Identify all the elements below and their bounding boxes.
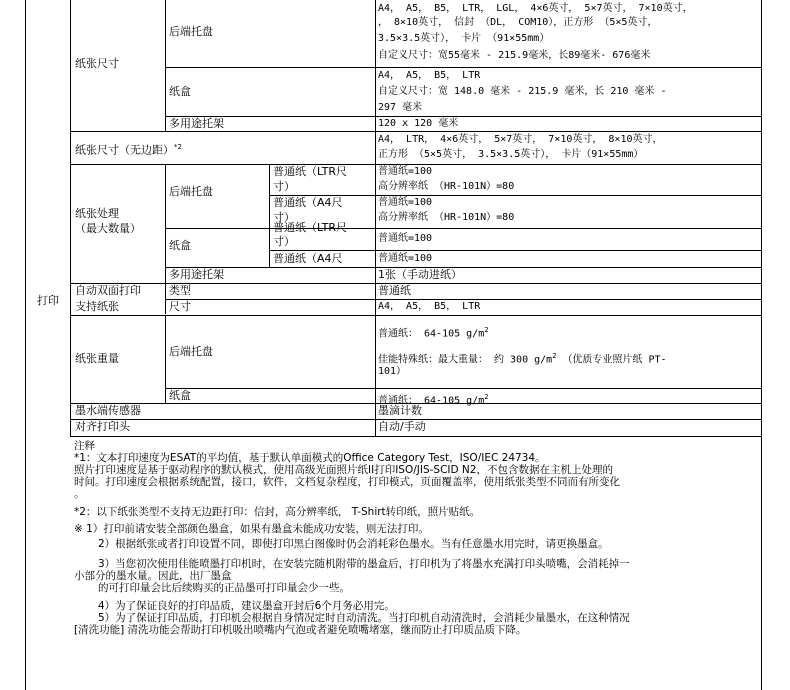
cassette-sizes-line: A4， A5， B5， LTR — [378, 70, 481, 81]
memo-4: 4）为了保证良好的打印品质，建议墨盒开封后6个月务必用完。 — [98, 600, 395, 612]
head-align-value: 自动/手动 — [378, 420, 426, 433]
borderless-footnote-mark: *2 — [174, 143, 182, 151]
weight-label: 纸张重量 — [75, 352, 119, 365]
note-2: *2：以下纸张类型不支持无边距打印：信封，高分辨率纸， T-Shirt转印纸，照片贴纸。 — [74, 506, 481, 518]
duplex-type-value: 普通纸 — [378, 284, 411, 297]
weight-rear-special-note: （优质专业照片纸 PT- — [562, 354, 667, 366]
handling-rear-ltr-hr: 高分辨率纸 （HR-101N）=80 — [378, 181, 515, 192]
note-1-photo: 照片打印速度是基于驱动程序的默认模式，使用高级光面照片纸II打印ISO/JIS-SCID N2，不包含数据在主机上处理的 — [74, 464, 613, 476]
cassette-label: 纸盒 — [169, 85, 191, 98]
cassette-custom-size: 自定义尺寸：宽 148.0 毫米 - 215.9 毫米，长 210 毫米 - — [378, 86, 667, 97]
handling-cassette-ltr-label-cont: 寸） — [273, 235, 295, 248]
row-line — [166, 228, 762, 229]
handling-label-sub: （最大数量） — [75, 222, 141, 235]
col-divider-value-a — [375, 0, 376, 131]
weight-rear-plain — [378, 324, 488, 340]
handling-label: 纸张处理 — [75, 207, 119, 220]
borderless-label — [75, 141, 182, 157]
row-line — [270, 250, 762, 251]
handling-rear-a4-hr: 高分辨率纸 （HR-101N）=80 — [378, 212, 515, 223]
duplex-type-label: 类型 — [169, 284, 191, 297]
borderless-sizes-line: A4， LTR， 4×6英寸， 5×7英寸， 7×10英寸， 8×10英寸， — [378, 134, 663, 145]
weight-cassette-label: 纸盒 — [169, 389, 191, 402]
handling-rear-a4-plain: 普通纸=100 — [378, 197, 433, 208]
rear-tray-sizes-line: 3.5×3.5英寸）， 卡片 （91×55mm） — [378, 33, 550, 44]
memo-3-cont: 小部分的墨水量。因此，出厂墨盒 — [74, 570, 232, 582]
duplex-label: 自动双面打印 — [75, 284, 141, 297]
ink-sensor-value: 墨滴计数 — [378, 404, 422, 417]
notes-block — [74, 440, 760, 636]
memo-2: 2）根据纸张或者打印设置不同，即使打印黑白图像时仍会消耗彩色墨水。当有任意墨水用完时，请更换墨盒。 — [98, 538, 609, 550]
duplex-size-label: 尺寸 — [169, 300, 191, 313]
handling-cassette-a4-label: 普通纸（A4尺 — [273, 252, 343, 265]
handling-rear-ltr-plain: 普通纸=100 — [378, 166, 433, 177]
handling-rear-a4-label-cont: 寸） — [273, 211, 295, 224]
mp-tray-size: 120 x 120 毫米 — [378, 118, 459, 129]
row-line — [270, 195, 762, 196]
ink-sensor-label: 墨水端传感器 — [75, 404, 141, 417]
handling-cassette-ltr-value: 普通纸=100 — [378, 233, 433, 244]
row-line — [70, 315, 762, 316]
handling-cassette-label: 纸盒 — [169, 239, 191, 252]
borderless-sizes-line: 正方形 （5×5英寸， 3.5×3.5英寸）， 卡片（91×55mm） — [378, 149, 644, 160]
superscript: 2 — [484, 326, 489, 334]
weight-rear-plain-text: 普通纸： 64-105 g/m — [378, 328, 485, 340]
rear-tray-sizes-line: ， 8×10英寸， 信封 （DL， COM10），正方形 （5×5英寸， — [378, 17, 658, 28]
note-1-photo-cont: 时间。打印速度会根据系统配置，接口，软件，文档复杂程度，打印模式，页面覆盖率，使用纸张类型不同而有所变化 — [74, 476, 620, 488]
handling-rear-ltr-label: 普通纸（LTR尺 — [273, 165, 347, 178]
superscript: 2 — [484, 393, 489, 401]
duplex-label-sub: 支持纸张 — [75, 300, 119, 313]
weight-rear-special-text: 佳能特殊纸：最大重量： 约 300 g/m — [378, 354, 553, 366]
borderless-label-text: 纸张尺寸（无边距） — [75, 143, 174, 157]
weight-rear-special — [378, 350, 667, 366]
row-line — [166, 116, 762, 117]
notes-title: 注释 — [74, 440, 95, 452]
note-1-photo-end: 。 — [74, 488, 85, 500]
col-divider-value-b — [375, 131, 376, 164]
col-divider-2b — [165, 164, 166, 314]
rear-tray-custom-size: 自定义尺寸：宽55毫米 - 215.9毫米，长89毫米- 676毫米 — [378, 50, 651, 61]
row-line — [70, 436, 762, 437]
handling-cassette-a4-value: 普通纸=100 — [378, 253, 433, 264]
row-line — [166, 67, 762, 68]
row-line — [70, 164, 762, 165]
col-divider-2a — [165, 0, 166, 131]
weight-cassette-plain-text: 普通纸： 64-105 g/m — [378, 395, 485, 407]
row-line — [70, 131, 762, 132]
handling-rear-ltr-label-cont: 寸） — [273, 180, 295, 193]
weight-rear-special-cont: 101） — [378, 366, 407, 377]
handling-mp-tray-value: 1张（手动进纸） — [378, 268, 462, 281]
col-divider-3 — [269, 164, 270, 268]
section-print-label: 打印 — [37, 294, 59, 307]
handling-rear-a4-label: 普通纸（A4尺 — [273, 196, 343, 209]
memo-3: 3）当您初次使用佳能喷墨打印机时，在安装完随机附带的墨盒后，打印机为了将墨水充满打印头喷嘴，会消耗掉一 — [98, 558, 630, 570]
weight-rear-tray-label: 后端托盘 — [169, 345, 213, 358]
memo-3-end: 的可打印量会比后续购买的正品墨可打印量会少一些。 — [98, 582, 350, 594]
duplex-size-value: A4， A5， B5， LTR — [378, 301, 481, 312]
memo-1: ※ 1）打印前请安装全部颜色墨盒，如果有墨盒未能成功安装，则无法打印。 — [74, 523, 429, 535]
head-align-label: 对齐打印头 — [75, 420, 130, 433]
paper-size-label: 纸张尺寸 — [75, 57, 119, 70]
superscript: 2 — [552, 352, 557, 360]
note-1: *1：文本打印速度为ESAT的平均值，基于默认单面模式的Office Category Test，ISO/IEC 24734。 — [74, 452, 546, 464]
memo-5: 5）为了保证打印品质，打印机会根据自身情况定时自动清洗。当打印机自动清洗时，会消耗少量墨水，在这种情况 — [98, 612, 630, 624]
rear-tray-label: 后端托盘 — [169, 25, 213, 38]
row-line — [166, 388, 762, 389]
handling-cassette-ltr-label: 普通纸（LTR尺 — [273, 221, 347, 234]
col-divider-2c — [165, 315, 166, 404]
mp-tray-label: 多用途托架 — [169, 117, 224, 130]
row-line — [166, 299, 762, 300]
cassette-custom-size-cont: 297 毫米 — [378, 102, 423, 113]
handling-rear-tray-label: 后端托盘 — [169, 185, 213, 198]
rear-tray-sizes-line: A4， A5， B5， LTR， LGL， 4×6英寸， 5×7英寸， 7×10英寸， — [378, 3, 693, 14]
row-line — [166, 267, 762, 268]
col-divider-1 — [70, 0, 71, 436]
handling-mp-tray-label: 多用途托架 — [169, 268, 224, 281]
memo-5-cleaning: [清洗功能] 清洗功能会帮助打印机吸出喷嘴内气泡或者避免喷嘴堵塞，继而防止打印质品质下降。 — [74, 624, 527, 636]
